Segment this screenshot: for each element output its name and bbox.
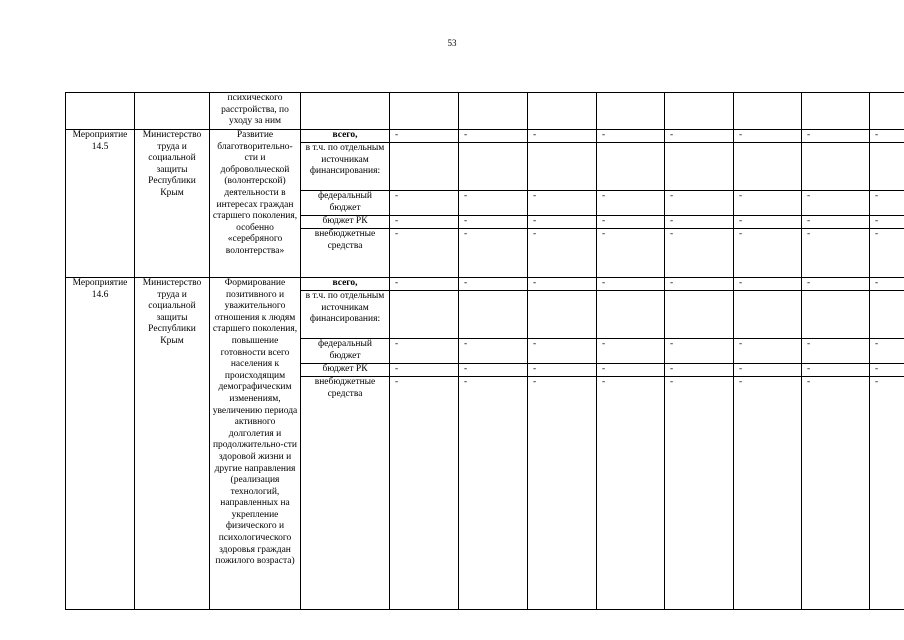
value-cell: [459, 93, 528, 130]
value-cell: -: [734, 339, 802, 364]
value-cell: [734, 93, 802, 130]
measure-name: Развитие благотворительно-сти и добровольческой (волонтерской) деятельности в интересах граждан старшего поколения, особенно «серебряного волонтерства»: [210, 130, 301, 278]
executor: Министерство труда и социальной защиты Республики Крым: [135, 130, 210, 278]
source-federal: федеральный бюджет: [301, 339, 390, 364]
value-cell: -: [665, 130, 734, 143]
value-cell: -: [870, 377, 904, 610]
value-cell: -: [802, 191, 870, 216]
value-cell: [870, 143, 904, 191]
source-federal: федеральный бюджет: [301, 191, 390, 216]
source-cell: [301, 93, 390, 130]
executor: Министерство труда и социальной защиты Республики Крым: [135, 278, 210, 610]
value-cell: -: [665, 278, 734, 291]
value-cell: -: [734, 130, 802, 143]
value-cell: [597, 291, 665, 339]
value-cell: -: [390, 229, 459, 278]
value-cell: [734, 143, 802, 191]
value-cell: -: [734, 216, 802, 229]
measure-id: Мероприятие 14.5: [66, 130, 135, 278]
value-cell: [390, 143, 459, 191]
value-cell: -: [802, 229, 870, 278]
value-cell: -: [802, 339, 870, 364]
value-cell: -: [390, 364, 459, 377]
value-cell: -: [459, 278, 528, 291]
source-including: в т.ч. по отдельным источникам финансирования:: [301, 291, 390, 339]
source-total: всего,: [301, 130, 390, 143]
value-cell: -: [390, 339, 459, 364]
value-cell: [459, 291, 528, 339]
value-cell: -: [528, 216, 597, 229]
value-cell: -: [597, 377, 665, 610]
source-extra: внебюджетные средства: [301, 229, 390, 278]
value-cell: -: [665, 191, 734, 216]
value-cell: [390, 93, 459, 130]
source-including: в т.ч. по отдельным источникам финансирования:: [301, 143, 390, 191]
value-cell: -: [390, 278, 459, 291]
value-cell: -: [734, 278, 802, 291]
value-cell: -: [390, 130, 459, 143]
value-cell: -: [459, 191, 528, 216]
value-cell: [870, 93, 904, 130]
value-cell: [597, 143, 665, 191]
value-cell: -: [870, 130, 904, 143]
value-cell: -: [528, 278, 597, 291]
value-cell: -: [870, 191, 904, 216]
value-cell: [597, 93, 665, 130]
value-cell: -: [802, 130, 870, 143]
source-republic: бюджет РК: [301, 216, 390, 229]
value-cell: -: [459, 364, 528, 377]
value-cell: [528, 291, 597, 339]
task-text: психического расстройства, по уходу за ним: [210, 93, 301, 130]
source-extra: внебюджетные средства: [301, 377, 390, 610]
table-row: [66, 278, 904, 291]
value-cell: [665, 291, 734, 339]
value-cell: -: [734, 229, 802, 278]
value-cell: -: [528, 364, 597, 377]
value-cell: -: [528, 229, 597, 278]
measure-name: Формирование позитивного и уважительного отношения к людям старшего поколения, повышение готовности всего населения к происходящим демографическим изменениям, увеличению периода активного долголетия и продолжительно-сти здоровой жизни и другие направления (реализация технологий, направленных на укрепление физического и психологического здоровья граждан пожилого возраста): [210, 278, 301, 610]
value-cell: -: [597, 339, 665, 364]
value-cell: -: [665, 339, 734, 364]
value-cell: [802, 291, 870, 339]
value-cell: -: [870, 339, 904, 364]
value-cell: [459, 143, 528, 191]
page-number: 53: [447, 38, 457, 48]
executor-cell: [135, 93, 210, 130]
value-cell: -: [597, 229, 665, 278]
value-cell: -: [597, 191, 665, 216]
value-cell: -: [528, 191, 597, 216]
value-cell: -: [665, 216, 734, 229]
value-cell: -: [597, 364, 665, 377]
value-cell: -: [870, 229, 904, 278]
value-cell: [734, 291, 802, 339]
value-cell: -: [665, 229, 734, 278]
value-cell: -: [665, 377, 734, 610]
source-republic: бюджет РК: [301, 364, 390, 377]
carryover-row: [66, 93, 904, 130]
measure-id-cell: [66, 93, 135, 130]
value-cell: [665, 93, 734, 130]
value-cell: -: [528, 339, 597, 364]
value-cell: -: [528, 130, 597, 143]
value-cell: [528, 93, 597, 130]
value-cell: -: [459, 377, 528, 610]
measure-id: Мероприятие 14.6: [66, 278, 135, 610]
value-cell: -: [390, 377, 459, 610]
value-cell: -: [665, 364, 734, 377]
value-cell: [528, 143, 597, 191]
value-cell: -: [802, 364, 870, 377]
value-cell: -: [734, 364, 802, 377]
source-total: всего,: [301, 278, 390, 291]
value-cell: -: [802, 377, 870, 610]
value-cell: -: [459, 339, 528, 364]
value-cell: -: [459, 130, 528, 143]
value-cell: -: [597, 216, 665, 229]
value-cell: -: [870, 364, 904, 377]
value-cell: [802, 93, 870, 130]
value-cell: -: [390, 191, 459, 216]
value-cell: [870, 291, 904, 339]
value-cell: -: [802, 278, 870, 291]
value-cell: -: [870, 216, 904, 229]
value-cell: -: [734, 377, 802, 610]
value-cell: [390, 291, 459, 339]
value-cell: -: [528, 377, 597, 610]
financing-table: [65, 92, 904, 610]
value-cell: -: [734, 191, 802, 216]
value-cell: [665, 143, 734, 191]
value-cell: [802, 143, 870, 191]
value-cell: -: [870, 278, 904, 291]
value-cell: -: [802, 216, 870, 229]
value-cell: -: [459, 229, 528, 278]
table-row: [66, 130, 904, 143]
value-cell: -: [597, 278, 665, 291]
value-cell: -: [459, 216, 528, 229]
value-cell: -: [390, 216, 459, 229]
value-cell: -: [597, 130, 665, 143]
